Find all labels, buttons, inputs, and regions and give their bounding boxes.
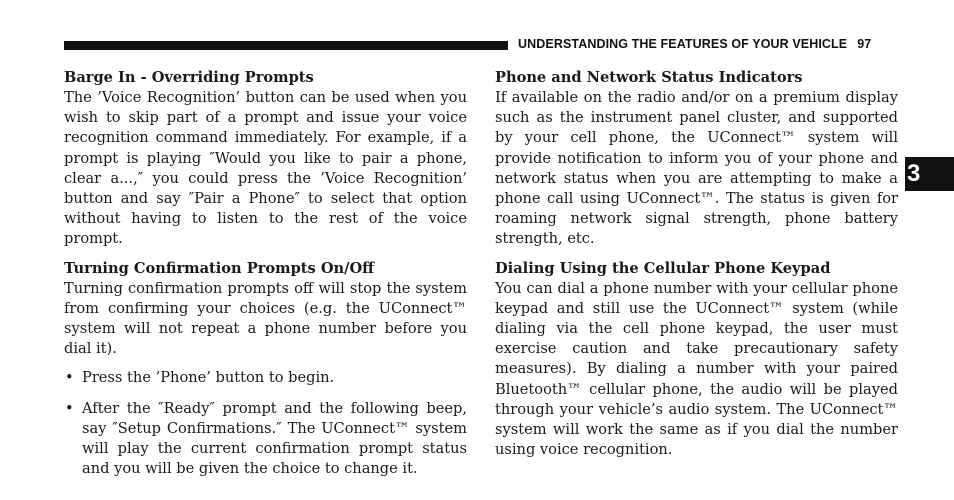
section-heading-keypad-dialing: Dialing Using the Cellular Phone Keypad (495, 259, 831, 277)
bullet-list (64, 368, 467, 479)
running-header (518, 37, 871, 51)
page-number: 97 (857, 37, 872, 51)
chapter-number: 3 (907, 160, 921, 187)
section-heading-status-indicators: Phone and Network Status Indicators (495, 69, 803, 86)
list-item: • Press the ’Phone’ button to begin. (64, 368, 467, 388)
list-item: • After the ″Ready″ prompt and the following beep, say ″Setup Confirmations.″ The UConnect™ system will play the current confirmation prompt status and you will be given the choice to change it. (64, 399, 467, 480)
paragraph-confirmation-prompts: Turning confirmation prompts off will stop the system from confirming your choices (e.g. the UConnect™ system will not repeat a phone number before you dial it). (64, 279, 467, 358)
right-column (495, 68, 898, 460)
header-title: UNDERSTANDING THE FEATURES OF YOUR VEHICLE (518, 37, 848, 51)
paragraph-keypad-dialing: You can dial a phone number with your cellular phone keypad and still use the UConnect™ system (while dialing via the cell phone keypad, the user must exercise caution and take precautionary safety measures). By dialing a number with your paired Bluetooth™ cellular phone, the audio will be played through your vehicle’s audio system. The UConnect™ system will work the same as if you dial the number using voice recognition. (495, 279, 898, 459)
paragraph-barge-in: The ’Voice Recognition’ button can be used when you wish to skip part of a prompt and issue your voice recognition command immediately. For example, if a prompt is playing ″Would you like to pair a phone, clear a...,″ you could press the ’Voice Recognition’ button and say ″Pair a Phone″ to select that option without having to listen to the rest of the voice prompt. (64, 89, 467, 248)
chapter-tab (905, 157, 954, 191)
paragraph-status-indicators: If available on the radio and/or on a premium display such as the instrument panel cluster, and supported by your cell phone, the UConnect™ system will provide notification to inform you of your phone and network status when you are attempting to make a phone call using UConnect™. The status is given for roaming network signal strength, phone battery strength, etc. (495, 89, 898, 248)
header-rule (64, 41, 508, 50)
left-column (64, 68, 467, 489)
section-heading-confirmation-prompts: Turning Confirmation Prompts On/Off (64, 259, 375, 277)
section-heading-barge-in: Barge In - Overriding Prompts (64, 69, 314, 86)
